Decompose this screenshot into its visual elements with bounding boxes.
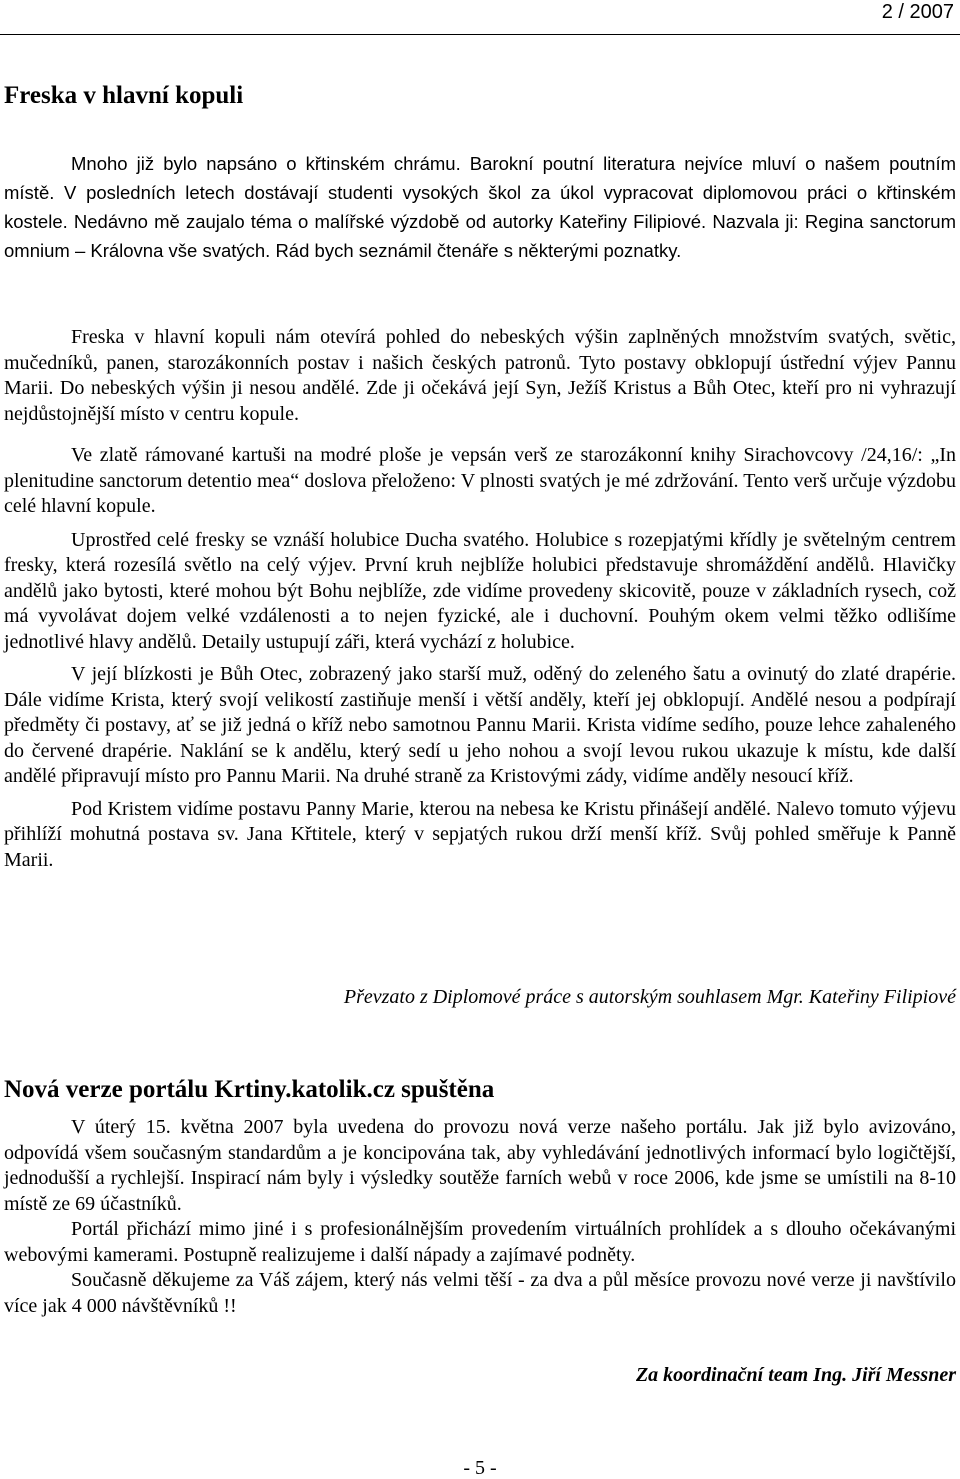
body-paragraph: Ve zlatě rámované kartuši na modré ploše je vepsán verš ze starozákonní knihy Sirachovcovy /24,16/: „In plenitudine sanctorum detentio mea“ doslova přeloženo: V plnosti svatých je mé zdržování. Tento verš určuje výzdobu celé hlavní kopule. bbox=[4, 444, 956, 517]
body-paragraph: Uprostřed celé fresky se vznáší holubice Ducha svatého. Holubice s rozepjatými křídly je světelným centrem fresky, která rozesílá světlo na celý výjev. První kruh nejblíže holubici představuje shromáždění andělů. Hlavičky andělů jako bytosti, které mohou být Bohu nejblíže, zde vidíme provedeny skicovitě, pouze v základních rysech, což má vyvolávat dojem velké vzdálenosti a to nejen fyzické, ale i duchovní. Pouhým okem velmi těžko odlišíme jednotlivé hlavy andělů. Detaily ustupují záři, která vychází z holubice. bbox=[4, 528, 956, 653]
header-rule bbox=[0, 34, 960, 35]
body-paragraph: Současně děkujeme za Váš zájem, který nás velmi těší - za dva a půl měsíce provozu nové verze ji navštívilo více jak 4 000 návštěvníků !! bbox=[4, 1269, 956, 1317]
body-paragraph: Freska v hlavní kopuli nám otevírá pohled do nebeských výšin zaplněných množstvím svatých, světic, mučedníků, panen, starozákonních postav i našich českých patronů. Tyto postavy obklopují ústřední výjev Pannu Marii. Do nebeských výšin ji nesou andělé. Zde ji očekává její Syn, Ježíš Kristus a Bůh Otec, kteří pro ni vyhrazují nejdůstojnější místo v centru kopule. bbox=[4, 326, 956, 425]
article-body-fresco bbox=[4, 325, 956, 879]
article-intro bbox=[4, 149, 956, 265]
body-paragraph: V její blízkosti je Bůh Otec, zobrazený jako starší muž, oděný do zeleného šatu a ovinutý do zlaté drapérie. Dále vidíme Krista, který svojí velikostí zastiňuje menší i větší anděly, kteří jej obklopují. Andělé nesou a podpírají předměty či postavy, ať se již jedná o kříž nebo samotnou Pannu Marii. Krista vidíme sedího, pouze lehce zahaleného do červené drapérie. Naklání se k andělu, který sedí u jeho nohou a svojí levou rukou ukazuje k místu, kde další andělé připravují místo pro Pannu Marii. Na druhé straně za Kristovými zády, vidíme anděly nesoucí kříž. bbox=[4, 663, 956, 787]
body-paragraph: Pod Kristem vidíme postavu Panny Marie, kterou na nebesa ke Kristu přinášejí andělé. Nalevo tomuto výjevu přihlíží mohutná postava sv. Jana Křtitele, který v sepjatých rukou drží menší kříž. Svůj pohled směřuje k Panně Marii. bbox=[4, 797, 956, 871]
article-credit: Převzato z Diplomové práce s autorským souhlasem Mgr. Kateřiny Filipiové bbox=[343, 986, 956, 1008]
article-body-portal bbox=[4, 1115, 956, 1319]
issue-number: 2 / 2007 bbox=[881, 1, 954, 23]
body-paragraph: V úterý 15. května 2007 byla uvedena do provozu nová verze našeho portálu. Jak již bylo avizováno, odpovídá všem současným standardům a je koncipována tak, aby vyhledávání jednotlivých informací bylo logičtější, jednodušší a rychlejší. Inspirací nám byly i výsledky soutěže farních webů v roce 2006, kde jsme se umístili na 8-10 místě ze 69 účastníků. bbox=[4, 1116, 956, 1215]
intro-paragraph: Mnoho již bylo napsáno o křtinském chrámu. Barokní poutní literatura nejvíce mluví o našem poutním místě. V posledních letech dostávají studenti vysokých škol za úkol vypracovat diplomovou práci o křtinském kostele. Nedávno mě zaujalo téma o malířské výzdobě od autorky Kateřiny Filipiové. Nazvala ji: Regina sanctorum omnium – Královna vše svatých. Rád bych seznámil čtenáře s některými poznatky. bbox=[4, 153, 956, 261]
article-title-portal: Nová verze portálu Krtiny.katolik.cz spuštěna bbox=[4, 1076, 495, 1103]
article-signature: Za koordinační team Ing. Jiří Messner bbox=[635, 1364, 956, 1386]
body-paragraph: Portál přichází mimo jiné i s profesionálnějším provedením virtuálních prohlídek a s dlouho očekávanými webovými kamerami. Postupně realizujeme i další nápady a zajímavé podněty. bbox=[4, 1218, 956, 1266]
article-title-fresco: Freska v hlavní kopuli bbox=[4, 82, 244, 109]
page-number: - 5 - bbox=[463, 1457, 497, 1479]
